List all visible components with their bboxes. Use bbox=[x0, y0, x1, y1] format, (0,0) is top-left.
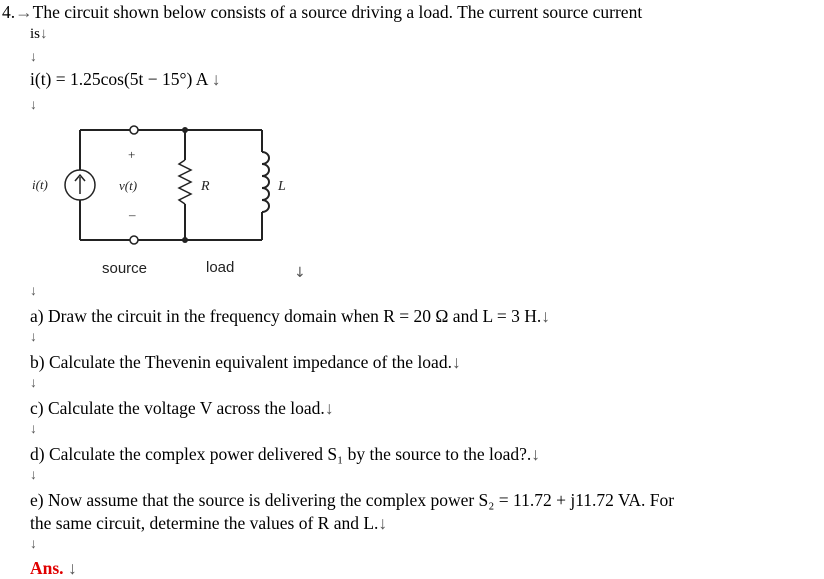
circuit-diagram bbox=[30, 120, 350, 280]
part-e-line1 bbox=[30, 490, 674, 510]
terminal-bottom-icon bbox=[130, 236, 138, 244]
current-equation: i(t) = 1.25cos(5t − 15°) A bbox=[30, 69, 208, 89]
return-mark: ↓ bbox=[30, 98, 37, 113]
source-caption: source bbox=[102, 260, 148, 277]
return-mark: ↓ bbox=[378, 513, 388, 533]
return-mark: ↓ bbox=[541, 306, 551, 326]
inductor-label: L bbox=[278, 179, 286, 194]
return-mark: ↓ bbox=[211, 69, 221, 89]
plus-sign: + bbox=[128, 147, 136, 162]
return-mark: ↓ bbox=[40, 26, 48, 42]
return-mark: ↓ bbox=[67, 558, 77, 578]
source-current-label: i(t) bbox=[32, 177, 48, 192]
part-e-text-1: e) Now assume that the source is delivering the complex power S₂ = 11.72 + j11.72 VA. For bbox=[30, 490, 675, 510]
part-e-line2 bbox=[30, 513, 387, 533]
terminal-top-icon bbox=[130, 126, 138, 134]
return-mark: ↓ bbox=[30, 330, 37, 345]
resistor-label: R bbox=[201, 179, 210, 194]
part-c-text: c) Calculate the voltage V across the load. bbox=[30, 398, 325, 418]
voltage-label: v(t) bbox=[119, 178, 138, 193]
problem-number: 4. bbox=[2, 2, 16, 22]
tab-mark: → bbox=[15, 2, 33, 22]
load-caption: load bbox=[206, 259, 235, 276]
part-c bbox=[30, 398, 334, 418]
return-mark: ↓ bbox=[30, 468, 37, 483]
problem-intro: The circuit shown below consists of a source driving a load. The current source current bbox=[32, 2, 643, 22]
answer-label: Ans. bbox=[30, 558, 64, 578]
return-mark: ↓ bbox=[30, 376, 37, 391]
part-a-text: a) Draw the circuit in the frequency domain when R = 20 Ω and L = 3 H. bbox=[30, 306, 542, 326]
return-mark: ↓ bbox=[294, 265, 306, 280]
current-equation-line bbox=[30, 69, 221, 89]
return-mark: ↓ bbox=[451, 352, 461, 372]
is-word: is bbox=[30, 26, 41, 42]
return-mark: ↓ bbox=[30, 422, 37, 437]
part-a bbox=[30, 306, 550, 326]
part-d bbox=[30, 444, 540, 464]
part-d-text: d) Calculate the complex power delivered S₁ by the source to the load?. bbox=[30, 444, 532, 464]
part-b-text: b) Calculate the Thevenin equivalent impedance of the load. bbox=[30, 352, 452, 372]
resistor-icon bbox=[179, 160, 191, 204]
return-mark: ↓ bbox=[30, 537, 37, 552]
return-mark: ↓ bbox=[531, 444, 541, 464]
inductor-icon bbox=[262, 152, 269, 212]
is-line bbox=[30, 24, 48, 44]
return-mark: ↓ bbox=[30, 284, 37, 299]
return-mark: ↓ bbox=[30, 50, 37, 65]
answer-line bbox=[30, 558, 77, 578]
part-e-text-2: the same circuit, determine the values of R and L. bbox=[30, 513, 379, 533]
problem-intro-line bbox=[2, 2, 642, 22]
return-mark: ↓ bbox=[324, 398, 334, 418]
part-b bbox=[30, 352, 461, 372]
minus-sign: – bbox=[129, 207, 136, 222]
